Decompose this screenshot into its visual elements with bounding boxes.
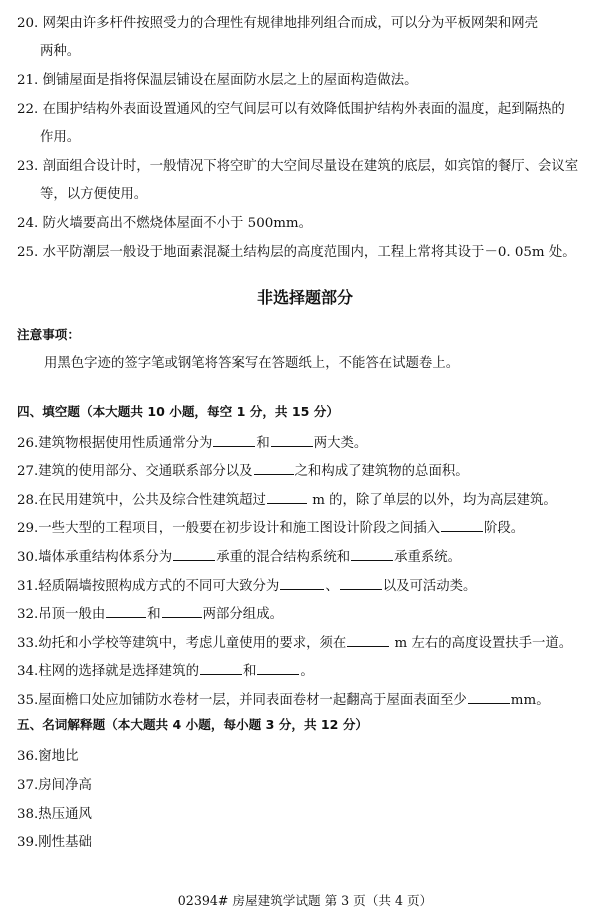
answer-blank (106, 605, 146, 618)
question-number: 35. (17, 693, 39, 708)
question-text: 刚性基础 (38, 835, 92, 850)
question-text: 建筑物根据使用性质通常分为 (38, 436, 213, 451)
question-text: 吊顶一般由 (38, 607, 106, 622)
answer-blank (271, 434, 313, 447)
question-number: 20. (17, 16, 39, 31)
question-text: 以及可活动类。 (382, 579, 477, 594)
term-section-heading: 五、名词解释题（本大题共 4 小题，每小题 3 分，共 12 分） (17, 717, 369, 732)
notice-text: 用黑色字迹的签字笔或钢笔将答案写在答题纸上，不能答在试题卷上。 (44, 356, 460, 371)
question-text: 剖面组合设计时，一般情况下将空旷的大空间尽量设在建筑的底层，如宾馆的餐厅、会议室 (42, 159, 579, 174)
question-29 (17, 519, 524, 535)
question-text: 和 (147, 607, 161, 622)
answer-blank (340, 577, 382, 590)
notice-heading: 注意事项： (17, 327, 80, 342)
question-26 (17, 434, 367, 450)
question-number: 23. (17, 159, 39, 174)
question-number: 38. (17, 807, 39, 822)
answer-blank (280, 577, 324, 590)
question-38 (17, 808, 92, 821)
question-number: 33. (17, 636, 39, 651)
answer-blank (213, 434, 255, 447)
question-number: 30. (17, 550, 39, 565)
question-24 (17, 217, 312, 230)
question-number: 39. (17, 835, 39, 850)
question-text: 热压通风 (38, 807, 92, 822)
question-text: mm。 (510, 693, 550, 708)
section-title: 非选择题部分 (256, 288, 353, 307)
question-text: 墙体承重结构体系分为 (38, 550, 173, 565)
question-number: 36. (17, 749, 39, 764)
question-20 (17, 17, 538, 30)
answer-blank (351, 548, 393, 561)
question-number: 25. (17, 245, 39, 260)
question-33 (17, 634, 572, 650)
answer-blank (200, 662, 242, 675)
question-number: 32. (17, 607, 39, 622)
question-37 (17, 779, 92, 792)
question-34 (17, 662, 314, 678)
answer-blank (347, 634, 389, 647)
question-23-continuation: 等，以方便使用。 (40, 187, 148, 202)
question-31 (17, 577, 476, 593)
question-number: 28. (17, 493, 39, 508)
question-number: 21. (17, 73, 39, 88)
question-23 (17, 160, 578, 173)
question-text: 水平防潮层一般设于地面素混凝土结构层的高度范围内，工程上常将其设于－0. 05m 处。 (42, 245, 576, 260)
question-text: 幼托和小学校等建筑中，考虑儿童使用的要求，须在 (38, 636, 347, 651)
question-text: m 左右的高度设置扶手一道。 (390, 636, 573, 651)
question-text: 在民用建筑中，公共及综合性建筑超过 (38, 493, 266, 508)
question-text: m 的，除了单层的以外，均为高层建筑。 (307, 493, 557, 508)
question-28 (17, 491, 557, 507)
question-text: 之和构成了建筑物的总面积。 (294, 464, 469, 479)
question-text: 和 (242, 664, 257, 679)
question-number: 22. (17, 102, 39, 117)
question-number: 29. (17, 521, 39, 536)
question-35 (17, 691, 550, 707)
question-21 (17, 74, 418, 87)
question-number: 37. (17, 778, 39, 793)
question-text: 房间净高 (38, 778, 92, 793)
question-number: 27. (17, 464, 39, 479)
question-text: 倒铺屋面是指将保温层铺设在屋面防水层之上的屋面构造做法。 (42, 73, 418, 88)
question-text: 柱网的选择就是选择建筑的 (38, 664, 199, 679)
page-footer: 02394# 房屋建筑学试题 第 3 页（共 4 页） (177, 893, 433, 908)
question-text: 一些大型的工程项目，一般要在初步设计和施工图设计阶段之间插入 (38, 521, 441, 536)
question-text: 、 (325, 579, 339, 594)
question-text: 网架由许多杆件按照受力的合理性有规律地排列组合而成，可以分为平板网架和网壳 (42, 16, 539, 31)
answer-blank (162, 605, 202, 618)
question-text: 窗地比 (38, 749, 79, 764)
question-text: 防火墙要高出不燃烧体屋面不小于 500mm。 (42, 216, 313, 231)
answer-blank (441, 519, 483, 532)
question-text: 阶段。 (484, 521, 525, 536)
question-39 (17, 836, 92, 849)
question-number: 31. (17, 579, 39, 594)
question-text: 和 (256, 436, 270, 451)
question-text: 承重系统。 (394, 550, 462, 565)
question-text: 承重的混合结构系统和 (216, 550, 351, 565)
question-number: 24. (17, 216, 39, 231)
answer-blank (254, 462, 294, 475)
question-text: 轻质隔墙按照构成方式的不同可大致分为 (38, 579, 280, 594)
question-text: 。 (300, 664, 314, 679)
question-25 (17, 246, 576, 259)
question-number: 26. (17, 436, 39, 451)
question-30 (17, 548, 461, 564)
fill-section-heading: 四、填空题（本大题共 10 小题，每空 1 分，共 15 分） (17, 404, 339, 419)
question-text: 在围护结构外表面设置通风的空气间层可以有效降低围护结构外表面的温度，起到隔热的 (42, 102, 565, 117)
question-text: 屋面檐口处应加铺防水卷材一层，并同表面卷材一起翻高于屋面表面至少 (38, 693, 467, 708)
question-number: 34. (17, 664, 39, 679)
question-20-continuation: 两种。 (40, 44, 81, 59)
question-27 (17, 462, 469, 478)
question-36 (17, 750, 78, 763)
question-32 (17, 605, 283, 621)
answer-blank (267, 491, 307, 504)
question-22-continuation: 作用。 (40, 130, 81, 145)
question-22 (17, 103, 565, 116)
answer-blank (468, 691, 510, 704)
answer-blank (257, 662, 299, 675)
answer-blank (173, 548, 215, 561)
question-text: 建筑的使用部分、交通联系部分以及 (38, 464, 253, 479)
question-text: 两大类。 (313, 436, 368, 451)
question-text: 两部分组成。 (202, 607, 283, 622)
